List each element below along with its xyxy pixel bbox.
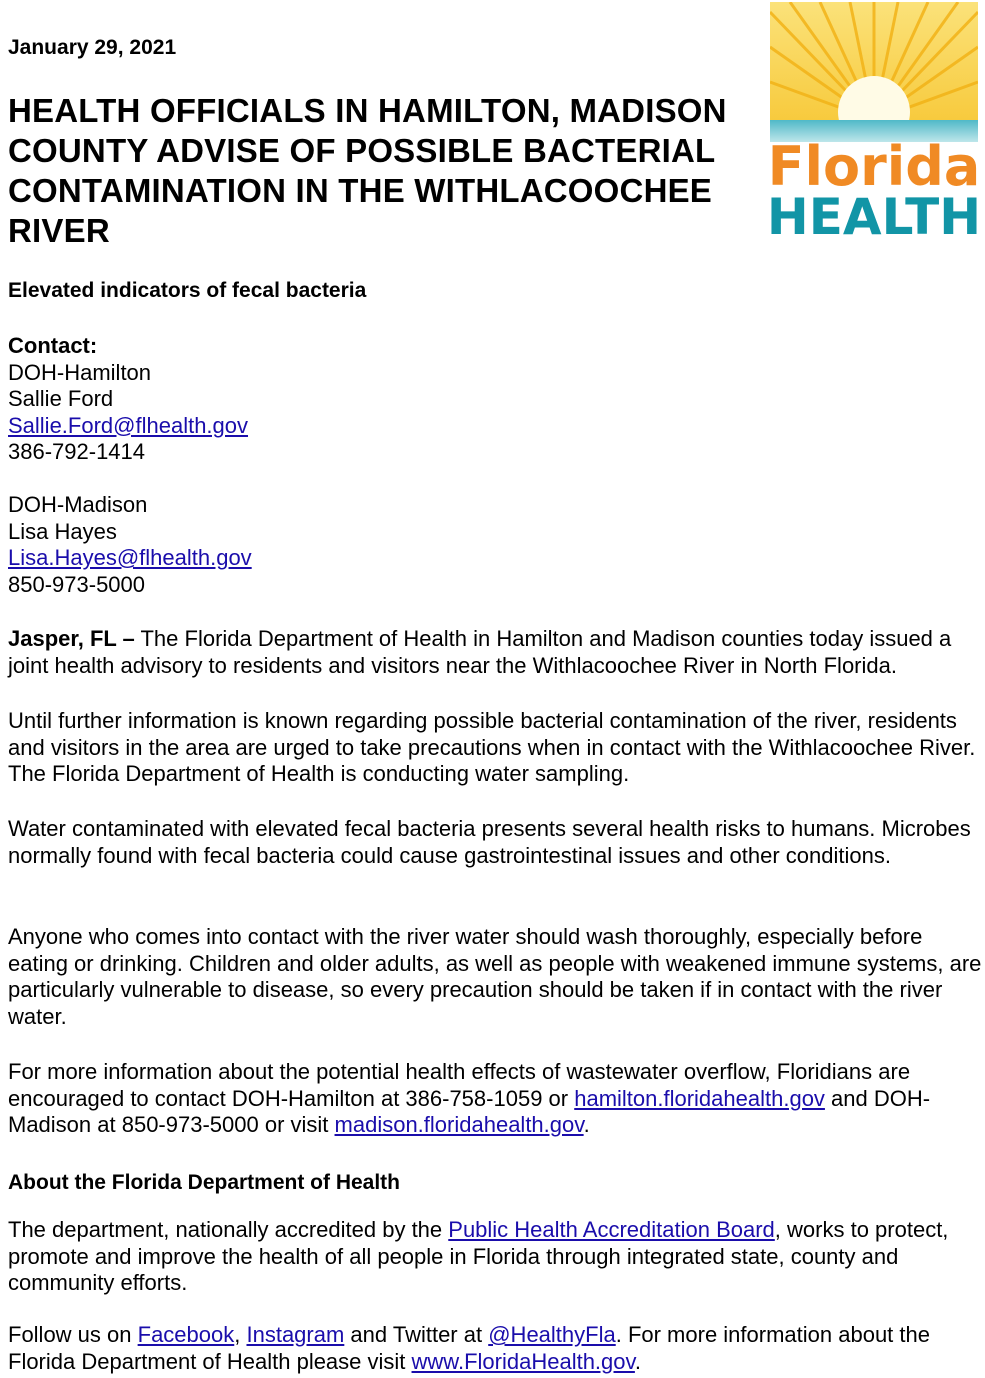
page-title: HEALTH OFFICIALS IN HAMILTON, MADISON COUNTY ADVISE OF POSSIBLE BACTERIAL CONTAMINATION IN THE WITHLACOOCHEE RIVER bbox=[8, 92, 727, 249]
subtitle: Elevated indicators of fecal bacteria bbox=[8, 279, 367, 302]
about-heading: About the Florida Department of Health bbox=[8, 1171, 401, 1194]
logo-text-health: HEALTH bbox=[770, 188, 978, 238]
more-info-text-2: and DOH-Madison at 850-973-5000 or visit bbox=[8, 1085, 931, 1137]
contact-office-madison: DOH-Madison bbox=[8, 492, 148, 517]
follow-text-4: . bbox=[634, 1348, 642, 1374]
accreditation-board-link[interactable]: Public Health Accreditation Board bbox=[448, 1217, 775, 1242]
paragraph-more-info bbox=[8, 1059, 983, 1139]
contact-office-hamilton: DOH-Hamilton bbox=[8, 359, 152, 385]
spacer bbox=[8, 466, 252, 493]
instagram-link[interactable]: Instagram bbox=[246, 1322, 345, 1347]
logo-text-florida: Florida bbox=[770, 135, 978, 198]
madison-site-link[interactable]: madison.floridahealth.gov bbox=[334, 1112, 584, 1137]
paragraph-health-risks: Water contaminated with elevated fecal bacteria presents several health risks to humans. Microbes normally found with fecal bacteria could cause gastrointestinal issues and other conditions. bbox=[8, 816, 971, 868]
contact-phone-madison: 850-973-5000 bbox=[8, 571, 146, 597]
more-info-text-3: . bbox=[583, 1112, 590, 1137]
about-text-1: The department, nationally accredited by the bbox=[8, 1217, 449, 1242]
contact-block bbox=[8, 333, 252, 598]
paragraph-wash: Anyone who comes into contact with the river water should wash thoroughly, especially before eating or drinking. Children and older adults, as well as people with weakened immune systems, are particularly vulnerable to disease, so every precaution should be taken if in contact with the river water. bbox=[8, 924, 982, 1029]
intro-text: The Florida Department of Health in Hamilton and Madison counties today issued a joint health advisory to residents and visitors near the Withlacoochee River in North Florida. bbox=[8, 626, 952, 678]
sun-icon bbox=[770, 2, 978, 238]
contact-label: Contact: bbox=[8, 333, 98, 358]
contact-name-hamilton: Sallie Ford bbox=[8, 386, 114, 411]
paragraph-about bbox=[8, 1217, 983, 1297]
floridahealth-site-link[interactable]: www.FloridaHealth.gov bbox=[411, 1348, 635, 1374]
follow-text-2: and Twitter at bbox=[344, 1322, 489, 1347]
follow-text-3: . For more information about the Florida Department of Health please visit bbox=[8, 1322, 930, 1374]
contact-name-madison: Lisa Hayes bbox=[8, 518, 117, 544]
paragraph-precautions: Until further information is known regarding possible bacterial contamination of the river, residents and visitors in the area are urged to take precautions when in contact with the Withlacoochee River. The Florida Department of Health is conducting water sampling. bbox=[8, 708, 976, 786]
florida-health-logo bbox=[770, 2, 978, 238]
follow-text-1: Follow us on bbox=[8, 1322, 138, 1347]
paragraph-intro bbox=[8, 626, 983, 679]
twitter-handle-link[interactable]: @HealthyFla bbox=[488, 1322, 616, 1347]
contact-email-hamilton-link[interactable]: Sallie.Ford@flhealth.gov bbox=[8, 412, 249, 438]
dateline: Jasper, FL – bbox=[8, 626, 135, 651]
more-info-text-1: For more information about the potential health effects of wastewater overflow, Floridians are encouraged to contact DOH-Hamilton at 386-758-1059 or bbox=[8, 1059, 911, 1111]
about-text-2: , works to protect, promote and improve the health of all people in Florida through integrated state, county and community efforts. bbox=[8, 1217, 949, 1295]
facebook-link[interactable]: Facebook bbox=[137, 1322, 235, 1347]
follow-comma: , bbox=[234, 1322, 247, 1347]
contact-phone-hamilton: 386-792-1414 bbox=[8, 439, 146, 464]
release-date: January 29, 2021 bbox=[8, 36, 177, 59]
contact-email-madison-link[interactable]: Lisa.Hayes@flhealth.gov bbox=[8, 545, 252, 570]
paragraph-follow bbox=[8, 1322, 983, 1375]
hamilton-site-link[interactable]: hamilton.floridahealth.gov bbox=[574, 1085, 825, 1111]
